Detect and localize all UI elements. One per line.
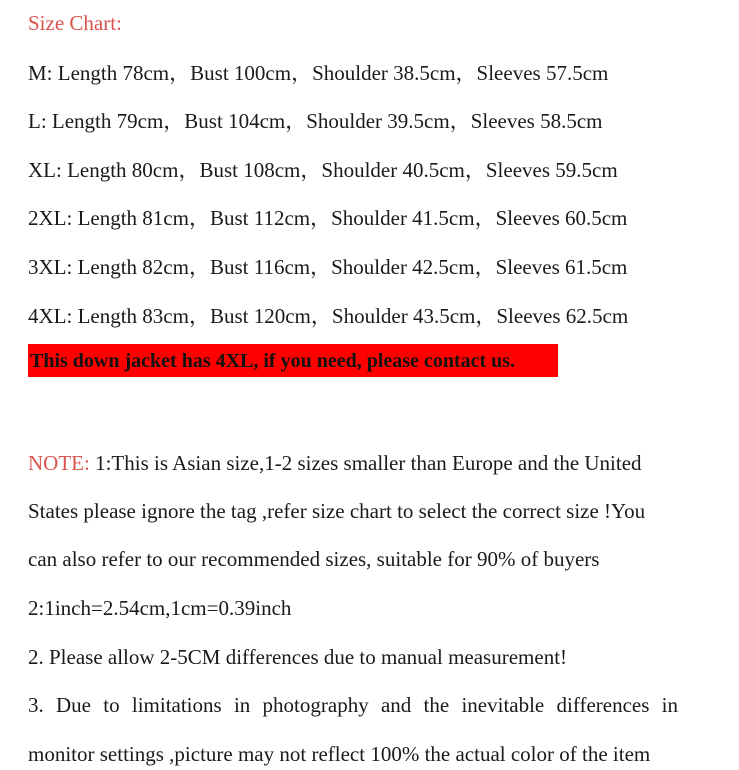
note-line-1 [28, 450, 642, 476]
size-row-3xl: 3XL: Length 82cm，Bust 116cm，Shoulder 42.5cm，Sleeves 61.5cm [28, 255, 628, 279]
size-row-m: M: Length 78cm，Bust 100cm，Shoulder 38.5cm，Sleeves 57.5cm [28, 61, 609, 85]
size-row-l: L: Length 79cm，Bust 104cm，Shoulder 39.5cm，Sleeves 58.5cm [28, 109, 603, 133]
note-line-6: 3. Due to limitations in photography and the inevitable differences in [28, 693, 678, 717]
highlight-banner-text: This down jacket has 4XL, if you need, please contact us. [30, 350, 516, 372]
note-line-2: States please ignore the tag ,refer size chart to select the correct size !You [28, 499, 646, 523]
size-chart-title: Size Chart: [28, 11, 122, 35]
note-line-4: 2:1inch=2.54cm,1cm=0.39inch [28, 596, 292, 620]
note-text-1: 1:This is Asian size,1-2 sizes smaller than Europe and the United [95, 451, 642, 475]
note-line-7: monitor settings ,picture may not reflect 100% the actual color of the item [28, 742, 651, 766]
size-row-4xl: 4XL: Length 83cm，Bust 120cm，Shoulder 43.5cm，Sleeves 62.5cm [28, 304, 629, 328]
note-line-5: 2. Please allow 2-5CM differences due to manual measurement! [28, 645, 568, 669]
note-label: NOTE: [28, 451, 90, 475]
size-row-xl: XL: Length 80cm，Bust 108cm，Shoulder 40.5cm，Sleeves 59.5cm [28, 158, 618, 182]
note-line-3: can also refer to our recommended sizes, suitable for 90% of buyers [28, 547, 600, 571]
size-row-2xl: 2XL: Length 81cm，Bust 112cm，Shoulder 41.5cm，Sleeves 60.5cm [28, 206, 628, 230]
